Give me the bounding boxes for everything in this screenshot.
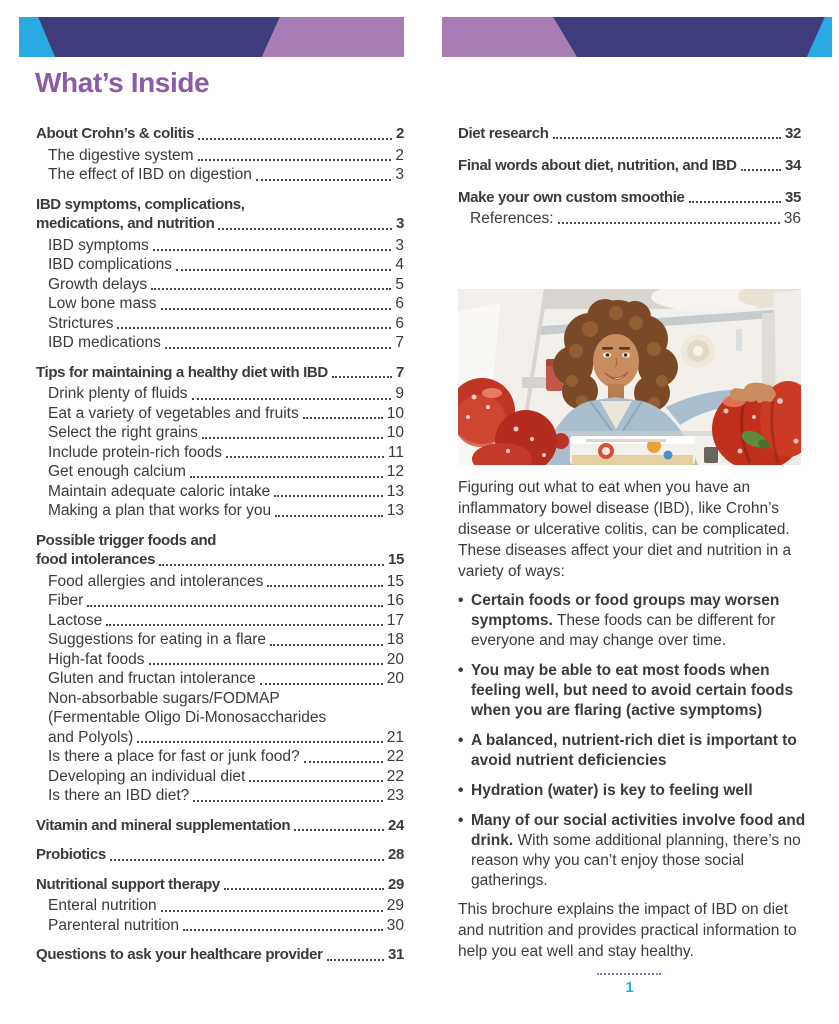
toc-line bbox=[48, 146, 404, 166]
toc-label: IBD symptoms bbox=[48, 236, 149, 254]
toc-page-number: 2 bbox=[395, 146, 404, 164]
toc-label: IBD symptoms, complications, bbox=[36, 195, 245, 213]
toc-page-number: 5 bbox=[395, 275, 404, 293]
toc-page-number: 2 bbox=[396, 125, 404, 142]
toc-page-number: 32 bbox=[785, 125, 801, 142]
toc-label: Low bone mass bbox=[48, 295, 157, 312]
toc-page-number: 18 bbox=[386, 631, 404, 648]
toc-entry bbox=[458, 209, 801, 228]
toc-label: Suggestions for eating in a flare bbox=[48, 631, 266, 648]
toc-label: Making a plan that works for you bbox=[48, 502, 272, 519]
woman-face bbox=[593, 334, 639, 388]
toc-line bbox=[48, 423, 404, 443]
toc-page-number: 20 bbox=[386, 650, 404, 668]
toc-line bbox=[48, 572, 404, 592]
bullet-bold-text: Many of our social activities involve food and drink. bbox=[471, 812, 806, 849]
bullet-text bbox=[471, 781, 753, 801]
bullet-item bbox=[458, 811, 807, 891]
toc-dot-leader bbox=[294, 829, 384, 831]
bullet-rest-text: With some additional planning, there’s no reason why you can’t enjoy those social gatherings. bbox=[471, 832, 801, 889]
toc-line bbox=[458, 188, 801, 207]
toc-label: Get enough calcium bbox=[48, 463, 186, 480]
toc-entry bbox=[36, 423, 404, 443]
toc-label: Probiotics bbox=[36, 846, 106, 863]
toc-dot-leader bbox=[741, 169, 781, 171]
toc-page-number: 10 bbox=[386, 424, 404, 441]
bar-right-navy-shape bbox=[553, 17, 825, 57]
toc-label: Maintain adequate caloric intake bbox=[48, 482, 271, 500]
toc-page-number: 16 bbox=[386, 592, 404, 609]
bullet-bold-text: Certain foods or food groups may worsen symptoms. bbox=[471, 592, 780, 629]
toc-page-number: 4 bbox=[395, 256, 404, 273]
toc-label: The digestive system bbox=[48, 146, 194, 164]
toc-line bbox=[36, 124, 404, 144]
toc-dot-leader bbox=[218, 228, 392, 230]
toc-line bbox=[36, 214, 404, 234]
toc-line bbox=[48, 462, 404, 482]
toc-page-number: 17 bbox=[386, 611, 404, 629]
toc-page-number: 28 bbox=[388, 846, 404, 863]
toc-page-number: 10 bbox=[386, 404, 404, 422]
toc-dot-leader bbox=[137, 741, 382, 743]
toc-dot-leader bbox=[202, 437, 383, 439]
toc-page-number: 3 bbox=[396, 215, 404, 232]
bullet-dot: • bbox=[458, 812, 464, 829]
toc-label: References: bbox=[470, 210, 554, 227]
toc-entry bbox=[36, 501, 404, 521]
toc-label: Possible trigger foods and bbox=[36, 531, 217, 549]
intro-paragraph: Figuring out what to eat when you have an inflammatory bowel disease (IBD), like Crohn’s disease or ulcerative colitis, can be complicated. These diseases affect your diet and nutrition in a variety of ways: bbox=[458, 479, 792, 580]
toc-line bbox=[48, 482, 404, 502]
header-bar-left bbox=[19, 17, 404, 57]
toc-label: Parenteral nutrition bbox=[48, 916, 179, 934]
toc-dot-leader bbox=[159, 564, 384, 566]
toc-entry bbox=[36, 630, 404, 650]
toc-line bbox=[36, 816, 404, 836]
toc-entry bbox=[36, 384, 404, 404]
bullet-item bbox=[458, 591, 807, 651]
toc-label: The effect of IBD on digestion bbox=[48, 166, 252, 183]
closing-paragraph: This brochure explains the impact of IBD on diet and nutrition and provides practical information to help you eat well and stay healthy. bbox=[458, 901, 797, 960]
bullet-list bbox=[458, 591, 807, 901]
toc-entry bbox=[36, 255, 404, 275]
toc-line bbox=[36, 875, 404, 895]
toc-page-number: 29 bbox=[386, 897, 404, 914]
toc-page-number: 36 bbox=[783, 210, 801, 227]
toc-entry bbox=[36, 124, 404, 144]
toc-line bbox=[36, 195, 404, 215]
toc-page-number: 15 bbox=[388, 551, 404, 568]
toc-page-number: 21 bbox=[386, 728, 404, 746]
toc-dot-leader bbox=[110, 859, 384, 861]
food-container bbox=[570, 436, 695, 465]
toc-entry bbox=[36, 146, 404, 166]
toc-dot-leader bbox=[117, 327, 391, 329]
toc-line bbox=[48, 728, 404, 748]
toc-entry bbox=[36, 462, 404, 482]
toc-dot-leader bbox=[192, 398, 392, 400]
toc-line bbox=[48, 443, 404, 463]
toc-label: and Polyols) bbox=[48, 728, 134, 746]
toc-dot-leader bbox=[149, 663, 383, 665]
toc-page-number: 3 bbox=[395, 236, 404, 254]
toc-dot-leader bbox=[161, 910, 383, 912]
toc-line bbox=[48, 669, 404, 689]
toc-dot-leader bbox=[304, 761, 383, 763]
toc-entry bbox=[36, 816, 404, 836]
toc-page-number: 29 bbox=[388, 875, 404, 893]
bullet-text bbox=[471, 811, 807, 891]
toc-label: Enteral nutrition bbox=[48, 897, 157, 914]
toc-line bbox=[48, 236, 404, 256]
toc-entry bbox=[36, 443, 404, 463]
toc-line bbox=[48, 294, 404, 314]
toc-entry bbox=[458, 124, 801, 143]
toc-label: Include protein-rich foods bbox=[48, 443, 223, 461]
bar-left-navy-shape bbox=[38, 17, 280, 57]
toc-line bbox=[48, 501, 404, 521]
toc-label: Strictures bbox=[48, 314, 114, 332]
toc-label: Drink plenty of fluids bbox=[48, 385, 188, 402]
toc-entry bbox=[36, 591, 404, 611]
fridge-photo bbox=[458, 289, 801, 465]
toc-label: High-fat foods bbox=[48, 650, 145, 668]
toc-entry bbox=[36, 650, 404, 670]
toc-entry bbox=[36, 747, 404, 767]
table-of-contents-left bbox=[36, 124, 404, 965]
toc-line bbox=[48, 384, 404, 404]
toc-label: Select the right grains bbox=[48, 424, 198, 441]
toc-entry bbox=[36, 669, 404, 689]
toc-page-number: 11 bbox=[387, 443, 404, 461]
toc-line bbox=[48, 747, 404, 767]
toc-entry bbox=[36, 875, 404, 895]
toc-page-number: 6 bbox=[395, 295, 404, 312]
toc-dot-leader bbox=[151, 288, 391, 290]
toc-dot-leader bbox=[190, 476, 383, 478]
toc-entry bbox=[36, 611, 404, 631]
toc-entry bbox=[36, 767, 404, 787]
toc-dot-leader bbox=[198, 159, 392, 161]
toc-dot-leader bbox=[153, 249, 392, 251]
toc-line bbox=[48, 255, 404, 275]
toc-page-number: 7 bbox=[396, 363, 404, 381]
bullet-dot: • bbox=[458, 592, 464, 609]
toc-line bbox=[48, 786, 404, 806]
toc-line bbox=[48, 650, 404, 670]
toc-label: Questions to ask your healthcare provider bbox=[36, 946, 323, 963]
toc-label: Fiber bbox=[48, 592, 84, 609]
toc-dot-leader bbox=[327, 959, 384, 961]
toc-line bbox=[48, 630, 404, 650]
bullet-item bbox=[458, 731, 807, 771]
toc-entry bbox=[36, 945, 404, 965]
toc-dot-leader bbox=[165, 347, 392, 349]
toc-dot-leader bbox=[260, 683, 383, 685]
bullet-item bbox=[458, 781, 807, 801]
toc-page-number: 35 bbox=[785, 189, 801, 206]
bullet-text bbox=[471, 661, 807, 721]
toc-entry bbox=[36, 294, 404, 314]
toc-entry bbox=[36, 896, 404, 916]
toc-line bbox=[36, 531, 404, 551]
toc-page-number: 12 bbox=[386, 463, 404, 480]
toc-page-number: 31 bbox=[388, 946, 404, 963]
bullet-dot: • bbox=[458, 662, 464, 679]
toc-line bbox=[36, 363, 404, 383]
toc-entry bbox=[36, 786, 404, 806]
toc-label: food intolerances bbox=[36, 551, 156, 568]
toc-page-number: 7 bbox=[395, 334, 404, 351]
toc-entry bbox=[36, 275, 404, 295]
toc-line bbox=[36, 845, 404, 865]
toc-dot-leader bbox=[161, 308, 392, 310]
toc-label: Nutritional support therapy bbox=[36, 875, 220, 893]
toc-label: Make your own custom smoothie bbox=[458, 189, 685, 206]
toc-entry bbox=[36, 404, 404, 424]
toc-line bbox=[36, 945, 404, 965]
toc-dot-leader bbox=[198, 138, 392, 140]
toc-line bbox=[48, 689, 404, 709]
toc-label: Lactose bbox=[48, 611, 103, 629]
toc-line bbox=[48, 165, 404, 185]
toc-dot-leader bbox=[176, 269, 391, 271]
toc-label: Is there a place for fast or junk food? bbox=[48, 748, 300, 765]
toc-page-number: 34 bbox=[785, 157, 801, 174]
bullet-item bbox=[458, 661, 807, 721]
toc-label: IBD medications bbox=[48, 334, 161, 351]
toc-entry bbox=[36, 236, 404, 256]
page-number: 1 bbox=[625, 979, 634, 996]
toc-label: Gluten and fructan intolerance bbox=[48, 670, 256, 687]
toc-line bbox=[48, 708, 404, 728]
toc-dot-leader bbox=[183, 929, 383, 931]
toc-dot-leader bbox=[224, 888, 384, 890]
toc-page-number: 6 bbox=[395, 314, 404, 332]
dotted-divider bbox=[597, 973, 661, 975]
toc-dot-leader bbox=[267, 585, 382, 587]
toc-entry bbox=[36, 845, 404, 865]
toc-dot-leader bbox=[193, 800, 382, 802]
bullet-bold-text: Hydration (water) is key to feeling well bbox=[471, 782, 753, 799]
toc-line bbox=[458, 156, 801, 175]
toc-label: medications, and nutrition bbox=[36, 215, 215, 232]
toc-line bbox=[36, 550, 404, 570]
toc-page-number: 3 bbox=[395, 166, 404, 183]
bullet-bold-text: A balanced, nutrient-rich diet is important to avoid nutrient deficiencies bbox=[471, 732, 797, 769]
toc-line bbox=[48, 275, 404, 295]
toc-entry bbox=[36, 195, 404, 234]
bullet-text bbox=[471, 731, 807, 771]
toc-line bbox=[48, 896, 404, 916]
toc-line bbox=[48, 611, 404, 631]
toc-label: Eat a variety of vegetables and fruits bbox=[48, 404, 299, 422]
toc-page-number: 9 bbox=[395, 385, 404, 402]
toc-entry bbox=[36, 363, 404, 383]
toc-label: Is there an IBD diet? bbox=[48, 787, 190, 804]
toc-entry bbox=[36, 165, 404, 185]
toc-label: Growth delays bbox=[48, 275, 148, 293]
toc-label: Developing an individual diet bbox=[48, 767, 246, 785]
bullet-bold-text: You may be able to eat most foods when feeling well, but need to avoid certain foods when you are flaring (active symptoms) bbox=[471, 662, 794, 719]
toc-line bbox=[48, 916, 404, 936]
toc-page-number: 30 bbox=[386, 916, 404, 934]
bar-left-purple-shape bbox=[262, 17, 404, 57]
toc-page-number: 22 bbox=[386, 748, 404, 765]
toc-line bbox=[48, 767, 404, 787]
toc-dot-leader bbox=[553, 137, 781, 139]
toc-entry bbox=[36, 482, 404, 502]
toc-entry bbox=[36, 916, 404, 936]
toc-label: Diet research bbox=[458, 125, 549, 142]
fridge-lamp bbox=[681, 334, 715, 368]
toc-entry bbox=[458, 188, 801, 207]
toc-page-number: 13 bbox=[386, 502, 404, 519]
toc-entry bbox=[458, 156, 801, 175]
toc-dot-leader bbox=[274, 495, 382, 497]
toc-label: IBD complications bbox=[48, 256, 173, 273]
toc-label: Final words about diet, nutrition, and IBD bbox=[458, 157, 737, 174]
bullet-dot: • bbox=[458, 732, 464, 749]
toc-entry bbox=[36, 572, 404, 592]
toc-label: Non-absorbable sugars/FODMAP bbox=[48, 689, 280, 707]
toc-dot-leader bbox=[689, 201, 781, 203]
toc-page-number: 15 bbox=[386, 572, 404, 590]
toc-line bbox=[48, 591, 404, 611]
toc-line bbox=[470, 209, 801, 228]
toc-page-number: 22 bbox=[386, 767, 404, 785]
toc-entry bbox=[36, 689, 404, 748]
toc-label: Vitamin and mineral supplementation bbox=[36, 816, 291, 834]
toc-dot-leader bbox=[249, 780, 382, 782]
bullet-rest-text: These foods can be different for everyone and may change over time. bbox=[471, 612, 776, 649]
toc-dot-leader bbox=[256, 179, 391, 181]
toc-page-number: 20 bbox=[386, 670, 404, 687]
toc-page-number: 13 bbox=[386, 482, 404, 500]
toc-line bbox=[48, 314, 404, 334]
toc-entry bbox=[36, 314, 404, 334]
page-title: What’s Inside bbox=[35, 67, 210, 98]
header-bar-right bbox=[442, 17, 832, 57]
toc-line bbox=[48, 404, 404, 424]
bullet-text bbox=[471, 591, 807, 651]
toc-dot-leader bbox=[332, 376, 392, 378]
toc-entry bbox=[36, 333, 404, 353]
toc-dot-leader bbox=[106, 624, 382, 626]
toc-label: (Fermentable Oligo Di-Monosaccharides bbox=[48, 709, 327, 726]
toc-dot-leader bbox=[226, 456, 384, 458]
toc-label: About Crohn’s & colitis bbox=[36, 125, 195, 142]
toc-label: Food allergies and intolerances bbox=[48, 572, 264, 590]
toc-entry bbox=[36, 531, 404, 570]
toc-dot-leader bbox=[87, 605, 382, 607]
table-of-contents-right bbox=[458, 124, 801, 228]
toc-label: Tips for maintaining a healthy diet with IBD bbox=[36, 363, 328, 381]
toc-dot-leader bbox=[558, 222, 780, 224]
toc-line bbox=[48, 333, 404, 353]
toc-page-number: 24 bbox=[388, 816, 404, 834]
toc-dot-leader bbox=[303, 417, 383, 419]
toc-line bbox=[458, 124, 801, 143]
toc-dot-leader bbox=[270, 644, 383, 646]
toc-dot-leader bbox=[275, 515, 383, 517]
bullet-dot: • bbox=[458, 782, 464, 799]
toc-page-number: 23 bbox=[386, 787, 404, 804]
